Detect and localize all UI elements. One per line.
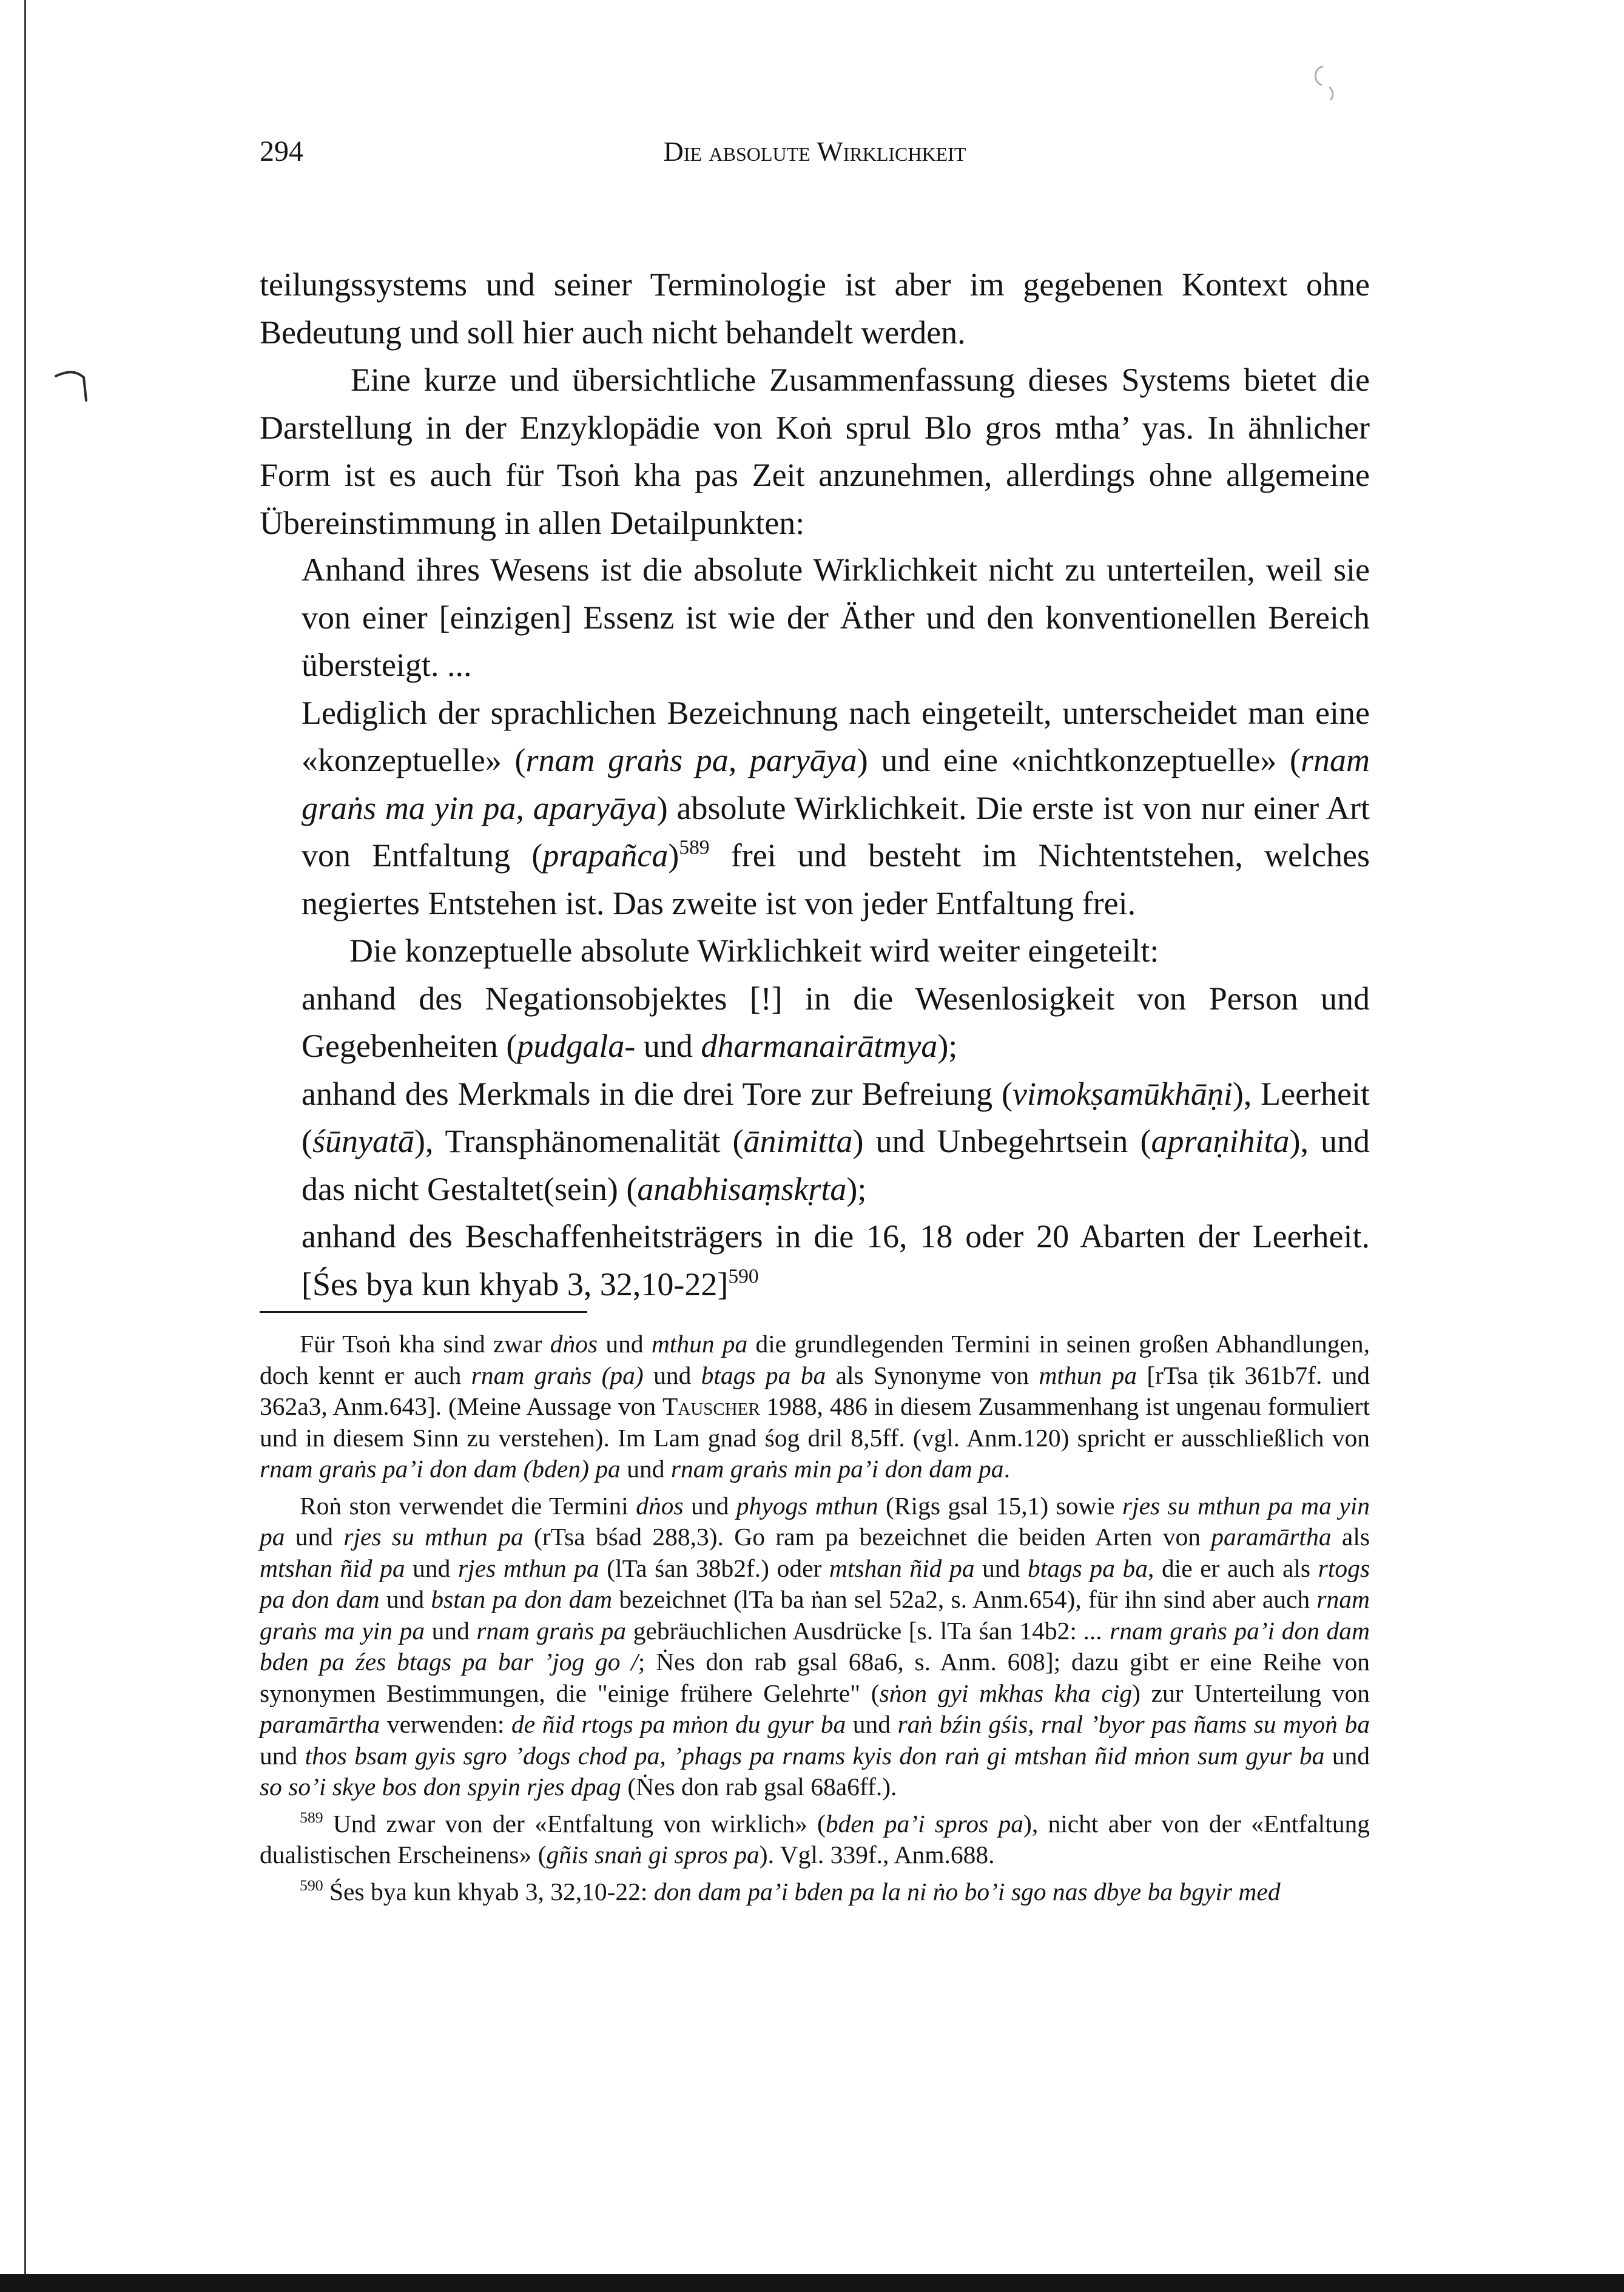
footnotes	[260, 1329, 1370, 1913]
text-run: und	[974, 1554, 1028, 1582]
main-text	[260, 261, 1370, 547]
italic-term: gñis snaṅ gi spros pa	[546, 1841, 760, 1869]
scan-edge-left	[24, 0, 26, 2292]
text-run: (Rigs gsal 15,1) sowie	[878, 1491, 1122, 1520]
footnote-589	[260, 1808, 1370, 1871]
text-run: (lTa śan 38b2f.) oder	[599, 1554, 829, 1582]
text-run: die grundlegenden Termini in seinen großen Abhandlungen, doch kennt er auch	[260, 1330, 1370, 1389]
text-run: und	[846, 1710, 898, 1738]
italic-term: btags pa ba	[701, 1361, 826, 1389]
italic-term: ... rnam graṅs pa’i don dam bden pa źes btags pa bar ’jog go /	[260, 1616, 1370, 1676]
text-run: .	[1003, 1455, 1010, 1483]
italic-term: raṅ bźin gśis, rnal ’byor pas ñams su myoṅ ba	[897, 1710, 1370, 1738]
text-run: 1988, 486 in diesem Zusammenhang ist ungenau formuliert und in diesem Sinn zu verstehen). Im Lam gnad śog dril 8,5ff. (vgl. Anm.120) spricht er ausschließlich von	[260, 1392, 1370, 1452]
footnote-590	[260, 1876, 1370, 1908]
text-run: und	[620, 1455, 671, 1483]
text-run: ) zur Unterteilung von	[1132, 1679, 1370, 1707]
text-run: [rTsa ṭik 361b7f. und 362a3, Anm.643]. (Meine Aussage von	[260, 1361, 1370, 1420]
footnote-continuation	[260, 1329, 1370, 1485]
italic-term: dṅos	[636, 1491, 684, 1520]
text-run: und	[643, 1361, 701, 1389]
quote-list-item: anhand des Beschaffenheitsträgers in die 16, 18 oder 20 Abarten der Leerheit. [Śes bya kun khyab 3, 32,10-22]$^{590}$	[302, 1218, 1370, 1303]
italic-term: de ñid rtogs pa mṅon du gyur ba	[511, 1710, 846, 1738]
text-run: und	[683, 1491, 736, 1520]
footnote-rule	[260, 1311, 587, 1313]
text-run: und	[260, 1741, 305, 1770]
paragraph: teilungssystems und seiner Terminologie ist aber im gegebenen Kontext ohne Bedeutung und soll hier auch nicht behandelt werden.	[260, 266, 1370, 351]
footnote-ref[interactable]: 589	[679, 836, 710, 859]
text-run: als	[1331, 1523, 1370, 1551]
italic-term: rnam graṅs (pa)	[471, 1361, 644, 1389]
text-run: und	[285, 1523, 344, 1551]
italic-term: rnam graṅs pa	[476, 1616, 627, 1645]
author-name: Tauscher	[662, 1392, 760, 1420]
italic-term: mthun pa	[651, 1330, 748, 1358]
text-run: Für Tsoṅ kha sind zwar	[300, 1330, 550, 1358]
italic-term: paramārtha	[1211, 1523, 1332, 1551]
italic-term: mtshan ñid pa	[829, 1554, 975, 1582]
italic-term: bstan pa don dam	[431, 1585, 613, 1613]
text-run: (rTsa bśad 288,3). Go ram pa bezeichnet die beiden Arten von	[523, 1523, 1211, 1551]
quote-paragraph: Anhand ihres Wesens ist die absolute Wirklichkeit nicht zu unterteilen, weil sie von einer [einzigen] Essenz ist wie der Äther und den konventionellen Bereich übersteigt. ...	[302, 551, 1370, 683]
italic-term: rjes su mthun pa ma yin pa	[260, 1491, 1370, 1551]
text-run: ). Vgl. 339f., Anm.688.	[759, 1841, 995, 1869]
italic-term: don dam pa’i bden pa la ni ṅo bo’i sgo nas dbye ba bgyir med	[653, 1877, 1281, 1906]
italic-term: rjes mthun pa	[458, 1554, 599, 1582]
italic-term: mthun pa	[1039, 1361, 1137, 1389]
text-run: Roṅ ston verwendet die Termini	[300, 1491, 636, 1520]
italic-term: sṅon gyi mkhas kha cig	[879, 1679, 1133, 1707]
quote-paragraph: Lediglich der sprachlichen Bezeichnung nach eingeteilt, unterscheidet man eine «konzeptuelle» (rnam graṅs pa, paryāya) und eine «nichtkonzeptuelle» (rnam graṅs ma yin pa, aparyāya) absolute Wirklichkeit. Die erste ist von nur einer Art von Entfaltung (prapañca)$^{589}$ frei und besteht im Nichtentstehen, welches negiertes Entstehen ist. Das zweite ist von jeder Entfaltung frei.	[302, 694, 1370, 922]
text-run: (Ṅes don rab gsal 68a6ff.).	[621, 1773, 897, 1801]
margin-mark	[52, 363, 95, 405]
italic-term: thos bsam gyis sgro ’dogs chod pa, ’phags pa rnams kyis don raṅ gi mtshan ñid mṅon sum gyur ba	[305, 1741, 1325, 1770]
text-run: ; Ṅes don rab gsal 68a6, s. Anm. 608]; dazu gibt er eine Reihe von synonymen Bestimmungen, die "einige frühere Gelehrte" (	[260, 1648, 1370, 1707]
text-run: und	[425, 1616, 477, 1645]
italic-term: mtshan ñid pa	[260, 1554, 405, 1582]
text-run: Und zwar von der «Entfaltung von wirklich» (	[323, 1809, 826, 1838]
text-run: gebräuchlichen Ausdrücke [s. lTa śan 14b2:	[626, 1616, 1084, 1645]
text-run: Śes bya kun khyab 3, 32,10-22:	[323, 1877, 654, 1906]
italic-term: rjes su mthun pa	[343, 1523, 524, 1551]
page-number: 294	[260, 135, 303, 167]
text-run: , die er auch als	[1148, 1554, 1318, 1582]
footnote-number: 590	[300, 1876, 323, 1894]
text-run: und	[405, 1554, 459, 1582]
text-run: und	[379, 1585, 431, 1613]
pencil-mark	[1298, 59, 1347, 108]
text-run: verwenden:	[380, 1710, 512, 1738]
italic-term: phyogs mthun	[736, 1491, 878, 1520]
text-run: und	[1324, 1741, 1370, 1770]
italic-term: btags pa ba	[1027, 1554, 1148, 1582]
italic-term: bden pa’i spros pa	[825, 1809, 1024, 1838]
italic-term: rnam graṅs pa’i don dam (bden) pa	[260, 1455, 621, 1483]
paragraph: Eine kurze und übersichtliche Zusammenfassung dieses Systems bietet die Darstellung in der Enzyklopädie von Koṅ sprul Blo gros mtha’ yas. In ähnlicher Form ist es auch für Tsoṅ kha pas Zeit anzunehmen, allerdings ohne allgemeine Übereinstimmung in allen Detailpunkten:	[260, 362, 1370, 541]
quote-list-item: anhand des Merkmals in die drei Tore zur Befreiung (vimokṣamūkhāṇi), Leerheit (śūnyatā), Transphänomenalität (ānimitta) und Unbegehrtsein (apraṇihita), und das nicht Gestaltet(sein) (anabhisaṃskṛta);	[302, 1075, 1370, 1207]
text-run: bezeichnet (lTa ba ṅan sel 52a2, s. Anm.654), für ihn sind aber auch	[612, 1585, 1317, 1613]
block-quote	[302, 546, 1370, 1308]
italic-term: rtogs pa don dam	[260, 1554, 1370, 1613]
italic-term: rnam graṅs ma yin pa	[260, 1585, 1370, 1645]
italic-term: paramārtha	[260, 1710, 380, 1738]
scan-edge-bottom	[0, 2274, 1624, 2292]
italic-term: so so’i skye bos don spyin rjes dpag	[260, 1773, 621, 1801]
footnote-number: 589	[300, 1808, 323, 1826]
text-run: und	[598, 1330, 652, 1358]
footnote-ref[interactable]: 590	[728, 1264, 759, 1287]
footnote-continuation	[260, 1491, 1370, 1803]
italic-term: rnam graṅs min pa’i don dam pa	[670, 1455, 1004, 1483]
running-title: Die absolute Wirklichkeit	[663, 136, 966, 167]
text-run: als Synonyme von	[826, 1361, 1039, 1389]
italic-term: dṅos	[550, 1330, 598, 1358]
quote-list-item: anhand des Negationsobjektes [!] in die Wesenlosigkeit von Person und Gegebenheiten (pudgala- und dharmanairātmya);	[302, 980, 1370, 1064]
text-run: ), nicht aber von der «Entfaltung dualistischen Erscheinens» (	[260, 1809, 1370, 1869]
quote-paragraph: Die konzeptuelle absolute Wirklichkeit wird weiter eingeteilt:	[349, 932, 1159, 969]
